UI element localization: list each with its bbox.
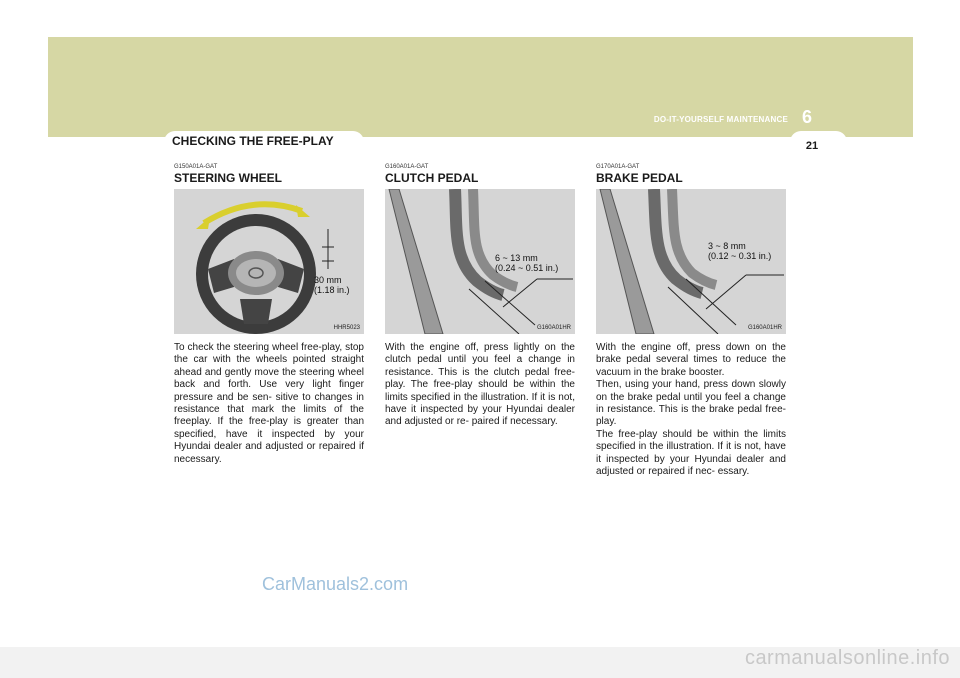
- steering-wheel-figure: [174, 189, 364, 334]
- clutch-pedal-figure: [385, 189, 575, 334]
- free-play-label: 6 ~ 13 mm (0.24 ~ 0.51 in.): [495, 253, 559, 273]
- watermark-carmanuals2: CarManuals2.com: [262, 574, 409, 594]
- section-body: To check the steering wheel free-play, stop the car with the wheels pointed straight ahead and gently move the steering wheel back and forth. Use very light finger pressure and be sen- sitive to changes in resistance that mark the limits of the freeplay. If the free-play is greater than specified, have it inspected by your Hyundai dealer and adjusted or repaired if necessary.: [174, 342, 364, 465]
- page-number: 21: [805, 140, 819, 152]
- section-heading: CLUTCH PEDAL: [385, 171, 479, 185]
- watermark-carmanualsonline: carmanualsonline.info: [744, 647, 950, 669]
- section-body: With the engine off, press lightly on the clutch pedal until you feel a change in resistance. This is the clutch pedal free-play. The free-play should be within the limits specified in the illustration. If it is not, have it inspected by your Hyundai dealer and adjusted or re- paired if necessary.: [385, 342, 575, 428]
- section-code: G170A01A-GAT: [596, 164, 640, 170]
- brake-pedal-figure: [596, 189, 786, 334]
- brake-pedal-illustration: [596, 189, 786, 334]
- section-code: G160A01A-GAT: [385, 164, 429, 170]
- section-body: With the engine off, press down on the brake pedal several times to reduce the vacuum in the brake booster. Then, using your hand, press down slowly on the brake pedal until you feel a change in resistance. This is the brake pedal free-play. The free-play should be within the limits specified in the illustration. If it is not, have it inspected by your Hyundai dealer and adjusted or repaired if nec- essary.: [596, 342, 786, 478]
- section-code: G150A01A-GAT: [174, 164, 218, 170]
- free-play-label: 3 ~ 8 mm (0.12 ~ 0.31 in.): [708, 241, 772, 261]
- clutch-pedal-section: [385, 163, 575, 429]
- section-title: CHECKING THE FREE-PLAY: [172, 134, 334, 148]
- steering-wheel-section: [174, 163, 364, 466]
- brake-pedal-section: [596, 163, 786, 478]
- section-heading: BRAKE PEDAL: [596, 171, 683, 185]
- section-heading: STEERING WHEEL: [174, 171, 283, 185]
- free-play-label: 30 mm (1.18 in.): [314, 275, 350, 295]
- figure-code: G160A01HR: [747, 325, 782, 331]
- figure-code: G160A01HR: [536, 325, 571, 331]
- chapter-title: DO-IT-YOURSELF MAINTENANCE: [653, 115, 788, 124]
- steering-wheel-illustration: [174, 189, 364, 334]
- figure-code: HHR5023: [333, 325, 360, 331]
- chapter-number: 6: [801, 107, 812, 127]
